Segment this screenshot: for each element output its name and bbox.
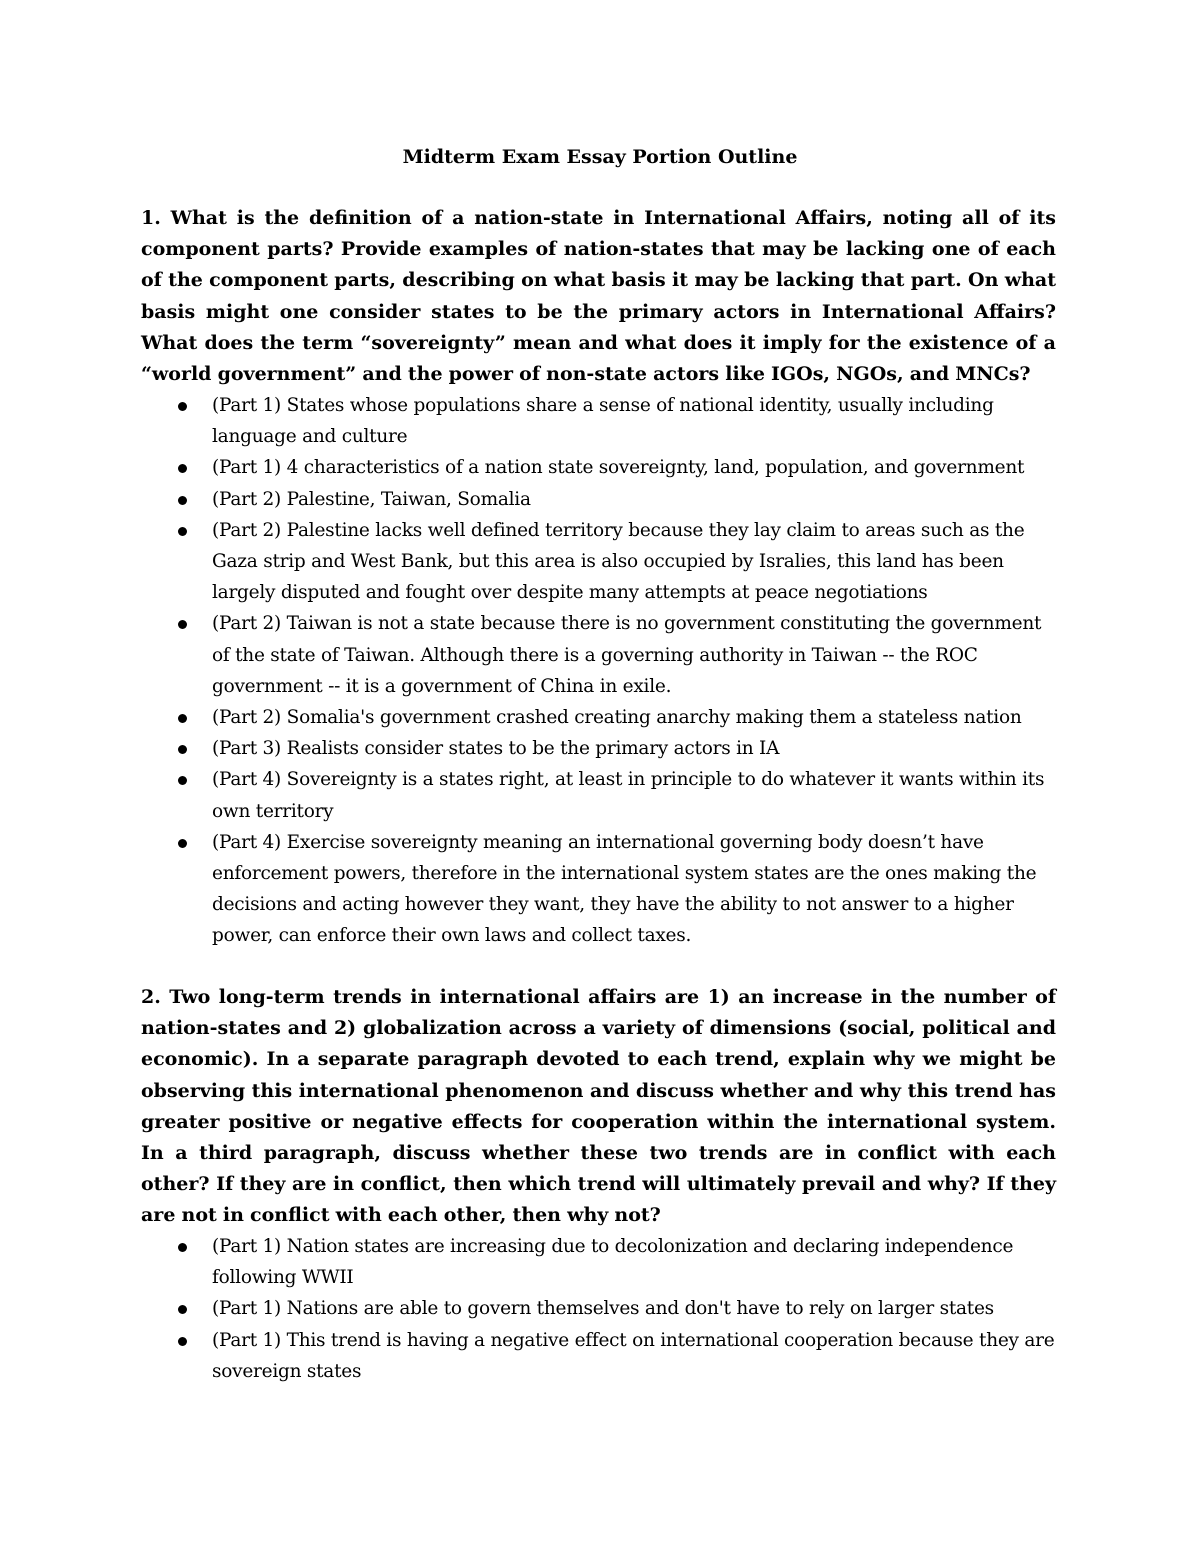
bullet-text: (Part 1) States whose populations share a sense of national identity, usually including language and culture	[212, 395, 994, 448]
bullet-icon	[178, 527, 187, 536]
bullet-icon	[178, 620, 187, 629]
bullet-icon	[178, 1305, 187, 1314]
bullet-icon	[178, 1337, 187, 1346]
list-item	[176, 484, 1056, 515]
list-item	[176, 390, 1056, 452]
bullet-text: (Part 2) Palestine, Taiwan, Somalia	[212, 488, 531, 510]
question-2-prompt: 2. Two long-term trends in international affairs are 1) an increase in the number of nation-states and 2) globalization across a variety of dimensions (social, political and economic). In a separate paragraph devoted to each trend, explain why we might be observing this international phenomenon and discuss whether and why this trend has greater positive or negative effects for cooperation within the international system. In a third paragraph, discuss whether these two trends are in conflict with each other? If they are in conflict, then which trend will ultimately prevail and why? If they are not in conflict with each other, then why not?	[141, 986, 1056, 1227]
list-item	[176, 1325, 1056, 1387]
bullet-icon	[178, 839, 187, 848]
list-item	[176, 452, 1056, 483]
bullet-text: (Part 4) Sovereignty is a states right, at least in principle to do whatever it wants within its own territory	[212, 769, 1045, 822]
bullet-text: (Part 2) Taiwan is not a state because there is no government constituting the government of the state of Taiwan. Although there is a governing authority in Taiwan -- the ROC government -- it is a government of China in exile.	[212, 613, 1042, 697]
list-item	[176, 764, 1056, 826]
bullet-icon	[178, 1243, 187, 1252]
bullet-text: (Part 1) Nations are able to govern themselves and don't have to rely on larger states	[212, 1298, 994, 1320]
bullet-text: (Part 3) Realists consider states to be the primary actors in IA	[212, 738, 780, 760]
list-item	[176, 733, 1056, 764]
bullet-icon	[178, 714, 187, 723]
question-1-bullet-list	[176, 390, 1056, 952]
bullet-icon	[178, 496, 187, 505]
list-item	[176, 1231, 1056, 1293]
list-item	[176, 702, 1056, 733]
question-2-bullet-list	[176, 1231, 1056, 1387]
list-item	[176, 608, 1056, 702]
list-item	[176, 1293, 1056, 1324]
bullet-icon	[178, 464, 187, 473]
question-1-prompt: 1. What is the definition of a nation-state in International Affairs, noting all of its component parts? Provide examples of nation-states that may be lacking one of each of the component parts, describing on what basis it may be lacking that part. On what basis might one consider states to be the primary actors in International Affairs? What does the term “sovereignty” mean and what does it imply for the existence of a “world government” and the power of non-state actors like IGOs, NGOs, and MNCs?	[141, 207, 1056, 386]
bullet-text: (Part 1) This trend is having a negative effect on international cooperation because they are sovereign states	[212, 1329, 1055, 1382]
bullet-text: (Part 4) Exercise sovereignty meaning an international governing body doesn’t have enforcement powers, therefore in the international system states are the ones making the decisions and acting however they want, they have the ability to not answer to a higher power, can enforce their own laws and collect taxes.	[212, 831, 1037, 947]
bullet-text: (Part 2) Somalia's government crashed creating anarchy making them a stateless nation	[212, 707, 1022, 729]
bullet-icon	[178, 402, 187, 411]
bullet-text: (Part 1) 4 characteristics of a nation state sovereignty, land, population, and government	[212, 457, 1025, 479]
page-title: Midterm Exam Essay Portion Outline	[402, 146, 798, 168]
list-item	[176, 515, 1056, 609]
list-item	[176, 827, 1056, 952]
bullet-text: (Part 2) Palestine lacks well defined territory because they lay claim to areas such as the Gaza strip and West Bank, but this area is also occupied by Isralies, this land has been largely disputed and fought over despite many attempts at peace negotiations	[212, 519, 1025, 604]
bullet-text: (Part 1) Nation states are increasing due to decolonization and declaring independence following WWII	[212, 1236, 1014, 1289]
bullet-icon	[178, 776, 187, 785]
bullet-icon	[178, 745, 187, 754]
